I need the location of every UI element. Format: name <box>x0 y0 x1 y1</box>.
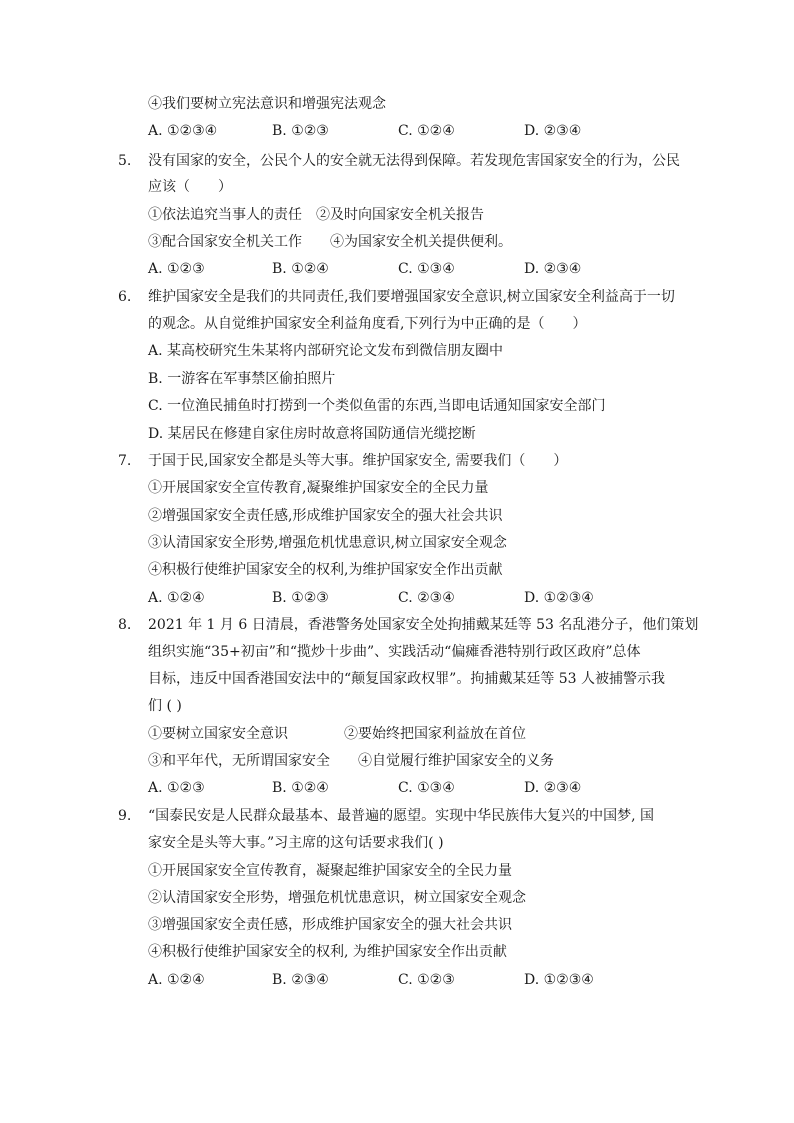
q7-option-d: D. ①②③④ <box>524 590 594 606</box>
q7-option-a: A. ①②④ <box>148 590 205 606</box>
q8-item-line-2: ③和平年代，无所谓国家安全 ④自觉履行维护国家安全的义务 <box>148 753 554 769</box>
q9-item-3: ③增强国家安全责任感，形成维护国家安全的强大社会共识 <box>148 917 512 933</box>
q8-stem-line-2: 组织实施“35+初亩”和“揽炒十步曲”、实践活动“偏瘫香港特别行政区政府”总体 <box>148 644 641 660</box>
q9-stem-line-2: 家安全是头等大事。”习主席的这句话要求我们( ) <box>148 835 444 851</box>
q4-option-b: B. ①②③ <box>272 123 329 139</box>
q9-option-b: B. ②③④ <box>272 972 329 988</box>
q8-stem-line-3: 目标，违反中国香港国安法中的“颠复国家政权罪”。拘捕戴某廷等 53 人被捕警示我 <box>148 671 666 687</box>
q6-number: 6. <box>118 289 132 305</box>
q7-item-2: ②增强国家安全责任感,形成维护国家安全的强大社会共识 <box>148 508 503 524</box>
q6-stem-line-1: 维护国家安全是我们的共同责任,我们要增强国家安全意识,树立国家安全利益高于一切 <box>148 289 675 305</box>
q5-option-b: B. ①②④ <box>272 261 329 277</box>
q4-option-c: C. ①②④ <box>398 123 455 139</box>
q9-stem-line-1: “国泰民安是人民群众最基本、最普遍的愿望。实现中华民族伟大复兴的中国梦, 国 <box>148 808 655 824</box>
q6-choice-d: D. 某居民在修建自家住房时故意将国防通信光缆挖断 <box>148 426 476 442</box>
q5-option-a: A. ①②③ <box>148 261 205 277</box>
q9-option-a: A. ①②④ <box>148 972 205 988</box>
q7-number: 7. <box>118 453 132 469</box>
q5-option-c: C. ①③④ <box>398 261 455 277</box>
q6-choice-a: A. 某高校研究生朱某将内部研究论文发布到微信朋友圈中 <box>148 343 504 359</box>
q9-option-c: C. ①②③ <box>398 972 455 988</box>
q9-item-1: ①开展国家安全宣传教育，凝聚起维护国家安全的全民力量 <box>148 863 512 879</box>
q8-option-b: B. ①②④ <box>272 780 329 796</box>
q8-option-a: A. ①②③ <box>148 780 205 796</box>
q5-number: 5. <box>118 153 132 169</box>
q8-stem-line-4: 们 ( ) <box>148 698 182 714</box>
q8-stem-line-1: 2021 年 1 月 6 日清晨，香港警务处国家安全处拘捕戴某廷等 53 名乱港分子，他们策划 <box>148 617 699 633</box>
q9-item-4: ④积极行使维护国家安全的权利, 为维护国家安全作出贡献 <box>148 944 507 960</box>
q5-option-d: D. ②③④ <box>524 261 582 277</box>
q6-choice-c: C. 一位渔民捕鱼时打捞到一个类似鱼雷的东西,当即电话通知国家安全部门 <box>148 398 606 414</box>
q7-item-1: ①开展国家安全宣传教育,凝聚维护国家安全的全民力量 <box>148 480 489 496</box>
q9-option-d: D. ①②③④ <box>524 972 594 988</box>
q8-item-line-1: ①要树立国家安全意识 ②要始终把国家利益放在首位 <box>148 726 526 742</box>
q5-stem-line-2: 应该（ ） <box>148 179 232 195</box>
q8-option-c: C. ①③④ <box>398 780 455 796</box>
q7-item-4: ④积极行使维护国家安全的权利,为维护国家安全作出贡献 <box>148 562 503 578</box>
q8-number: 8. <box>118 617 132 633</box>
q6-stem-line-2: 的观念。从自觉维护国家安全利益角度看,下列行为中正确的是（ ） <box>148 316 587 332</box>
q7-option-c: C. ②③④ <box>398 590 455 606</box>
q4-option-d: D. ②③④ <box>524 123 582 139</box>
q7-item-3: ③认清国家安全形势,增强危机忧患意识,树立国家安全观念 <box>148 535 507 551</box>
q5-stem-line-1: 没有国家的安全，公民个人的安全就无法得到保障。若发现危害国家安全的行为，公民 <box>148 153 680 169</box>
q4-option-a: A. ①②③④ <box>148 123 218 139</box>
q4-item-4: ④我们要树立宪法意识和增强宪法观念 <box>148 96 386 112</box>
q6-choice-b: B. 一游客在军事禁区偷拍照片 <box>148 371 336 387</box>
q9-item-2: ②认清国家安全形势，增强危机忧患意识，树立国家安全观念 <box>148 890 526 906</box>
q7-option-b: B. ①②③ <box>272 590 329 606</box>
q9-number: 9. <box>118 808 132 824</box>
q7-stem-line-1: 于国于民,国家安全都是头等大事。维护国家安全, 需要我们（ ） <box>148 453 568 469</box>
q5-item-line-2: ③配合国家安全机关工作 ④为国家安全机关提供便利。 <box>148 234 512 250</box>
q5-item-line-1: ①依法追究当事人的责任 ②及时向国家安全机关报告 <box>148 207 484 223</box>
q8-option-d: D. ②③④ <box>524 780 582 796</box>
